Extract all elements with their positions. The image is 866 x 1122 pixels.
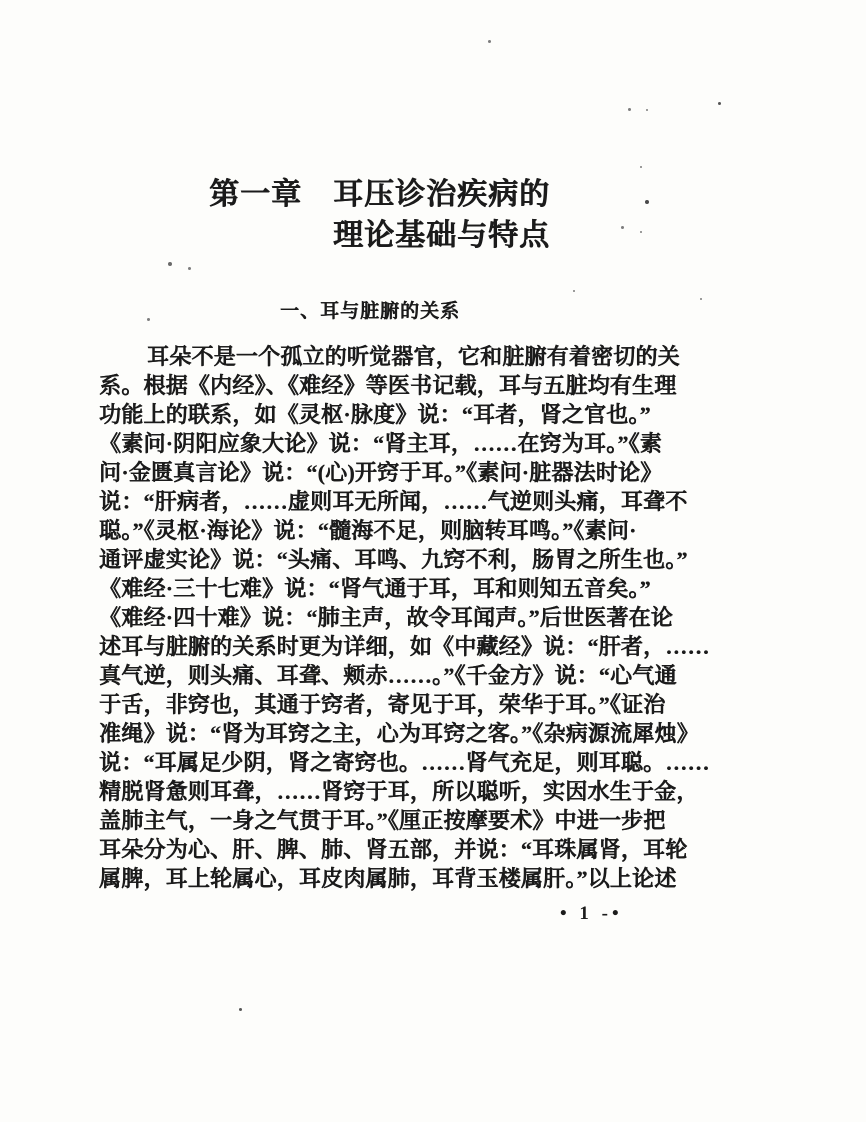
body-text-line: 《难经·四十难》说：“肺主声，故令耳闻声。”后世医著在论 xyxy=(99,605,673,630)
body-text-line: 说：“耳属足少阴，肾之寄窍也。……肾气充足，则耳聪。…… xyxy=(99,750,710,775)
body-text-line: 属脾，耳上轮属心，耳皮肉属肺，耳背玉楼属肝。”以上论述 xyxy=(99,866,677,891)
body-text-line: 准绳》说：“肾为耳窍之主，心为耳窍之客。”《杂病源流犀烛》 xyxy=(99,721,699,746)
page-number: • 1 -• xyxy=(560,903,623,924)
body-text-line: 系。根据《内经》、《难经》等医书记载，耳与五脏均有生理 xyxy=(99,373,677,398)
body-text-line: 盖肺主气，一身之气贯于耳。”《厘正按摩要术》中进一步把 xyxy=(99,808,666,833)
chapter-title-line1: 第一章 耳压诊治疾病的 xyxy=(209,178,550,211)
body-text-line: 于舌，非窍也，其通于窍者，寄见于耳，荣华于耳。”《证治 xyxy=(99,692,666,717)
body-text-line: 耳朵分为心、肝、脾、肺、肾五部，并说：“耳珠属肾，耳轮 xyxy=(99,837,688,862)
body-text-line: 《素问·阴阳应象大论》说：“肾主耳，……在窍为耳。”《素 xyxy=(99,431,662,456)
chapter-title-line2: 理论基础与特点 xyxy=(333,219,550,252)
body-text-line: 精脱肾惫则耳聋，……肾窍于耳，所以聪听，实因水生于金， xyxy=(99,779,699,804)
body-text-line: 真气逆，则头痛、耳聋、颊赤……。”《千金方》说：“心气通 xyxy=(99,663,677,688)
body-text-line: 说：“肝病者，……虚则耳无所闻，……气逆则头痛，耳聋不 xyxy=(99,489,688,514)
body-text-line: 问·金匮真言论》说：“(心)开窍于耳。”《素问·脏器法时论》 xyxy=(99,460,663,485)
section-heading: 一、耳与脏腑的关系 xyxy=(280,301,461,322)
body-text-line: 述耳与脏腑的关系时更为详细，如《中藏经》说：“肝者，…… xyxy=(99,634,710,659)
body-text-line: 功能上的联系，如《灵枢·脉度》说：“耳者，肾之官也。” xyxy=(99,402,651,427)
body-text xyxy=(99,342,739,893)
body-text-line: 通评虚实论》说：“头痛、耳鸣、九窍不利，肠胃之所生也。” xyxy=(99,547,688,572)
body-text-line: 《难经·三十七难》说：“肾气通于耳，耳和则知五音矣。” xyxy=(99,576,651,601)
body-text-line: 耳朵不是一个孤立的听觉器官，它和脏腑有着密切的关 xyxy=(147,344,680,369)
body-text-line: 聪。”《灵枢·海论》说：“髓海不足，则脑转耳鸣。”《素问· xyxy=(99,518,637,543)
